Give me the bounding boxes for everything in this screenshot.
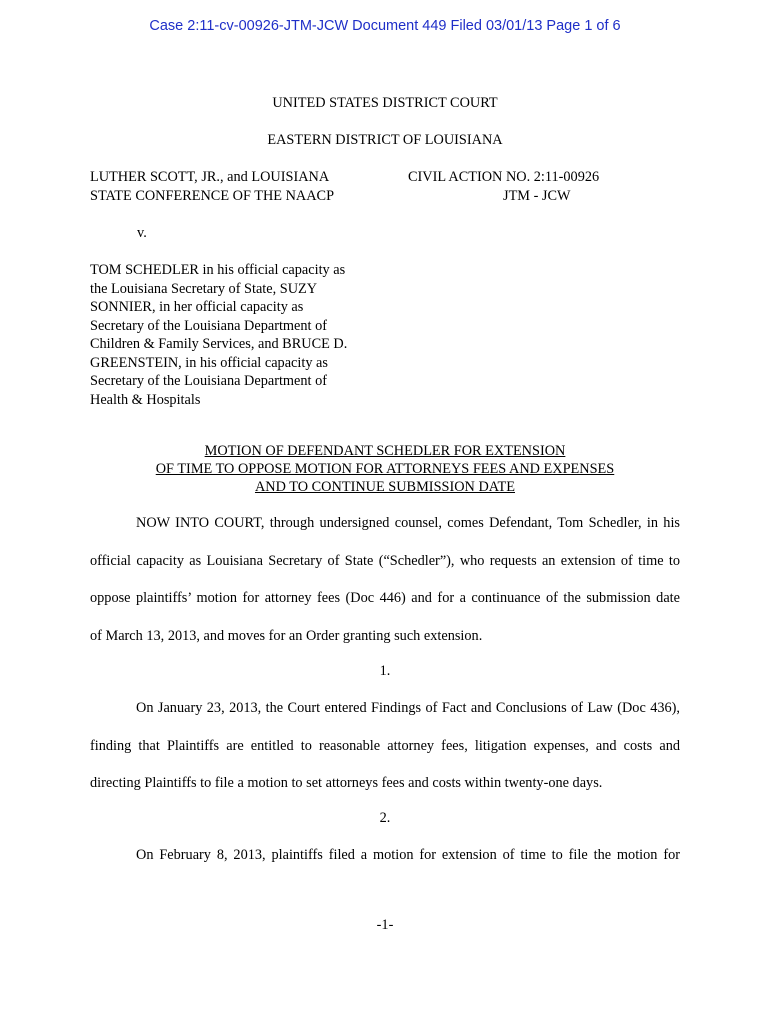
intro-line: official capacity as Louisiana Secretary of State (“Schedler”), who requests an extension of time to bbox=[90, 552, 680, 569]
intro-line: oppose plaintiffs’ motion for attorney fees (Doc 446) and for a continuance of the submission date bbox=[90, 590, 680, 606]
intro-paragraph bbox=[90, 505, 680, 655]
defendants-line: GREENSTEIN, in his official capacity as bbox=[90, 354, 328, 371]
defendants-line: Children & Family Services, and BRUCE D. bbox=[90, 336, 348, 352]
intro-line: NOW INTO COURT, through undersigned counsel, comes Defendant, Tom Schedler, in his bbox=[136, 515, 680, 531]
defendants-line: Health & Hospitals bbox=[90, 391, 201, 408]
paragraph-2 bbox=[90, 837, 680, 875]
civil-action-line: CIVIL ACTION NO. 2:11-00926 bbox=[408, 169, 600, 185]
civil-action-number bbox=[408, 168, 618, 205]
paragraph-1-line: directing Plaintiffs to file a motion to set attorneys fees and costs within twenty-one days. bbox=[90, 775, 603, 791]
motion-title bbox=[0, 442, 770, 496]
defendants-line: SONNIER, in her official capacity as bbox=[90, 299, 304, 315]
paragraph-1-line: finding that Plaintiffs are entitled to reasonable attorney fees, litigation expenses, and costs and bbox=[90, 737, 680, 754]
paragraph-1 bbox=[90, 690, 680, 803]
title-line: MOTION OF DEFENDANT SCHEDLER FOR EXTENSION bbox=[204, 443, 566, 459]
title-line: AND TO CONTINUE SUBMISSION DATE bbox=[254, 479, 515, 495]
title-line: OF TIME TO OPPOSE MOTION FOR ATTORNEYS FEES AND EXPENSES bbox=[155, 461, 615, 477]
paragraph-number-1: 1. bbox=[379, 663, 391, 679]
caption-defendants bbox=[90, 261, 363, 409]
defendants-line: the Louisiana Secretary of State, SUZY bbox=[90, 280, 318, 297]
plaintiffs-line: LUTHER SCOTT, JR., and LOUISIANA bbox=[90, 169, 330, 185]
filing-stamp: Case 2:11-cv-00926-JTM-JCW Document 449 Filed 03/01/13 Page 1 of 6 bbox=[149, 18, 621, 34]
versus: v. bbox=[137, 225, 147, 241]
paragraph-number-2: 2. bbox=[379, 810, 391, 826]
court-district: EASTERN DISTRICT OF LOUISIANA bbox=[267, 132, 503, 148]
court-name: UNITED STATES DISTRICT COURT bbox=[272, 95, 498, 111]
defendants-line: TOM SCHEDLER in his official capacity as bbox=[90, 262, 346, 278]
paragraph-2-line: On February 8, 2013, plaintiffs filed a motion for extension of time to file the motion for bbox=[136, 847, 680, 863]
plaintiffs-line: STATE CONFERENCE OF THE NAACP bbox=[90, 187, 335, 204]
caption-plaintiffs bbox=[90, 168, 363, 205]
defendants-line: Secretary of the Louisiana Department of bbox=[90, 317, 327, 334]
page-number: -1- bbox=[376, 917, 394, 933]
intro-line: of March 13, 2013, and moves for an Order granting such extension. bbox=[90, 627, 483, 644]
judge-initials: JTM - JCW bbox=[503, 187, 571, 204]
defendants-line: Secretary of the Louisiana Department of bbox=[90, 373, 327, 389]
paragraph-1-line: On January 23, 2013, the Court entered Findings of Fact and Conclusions of Law (Doc 436), bbox=[136, 700, 680, 716]
